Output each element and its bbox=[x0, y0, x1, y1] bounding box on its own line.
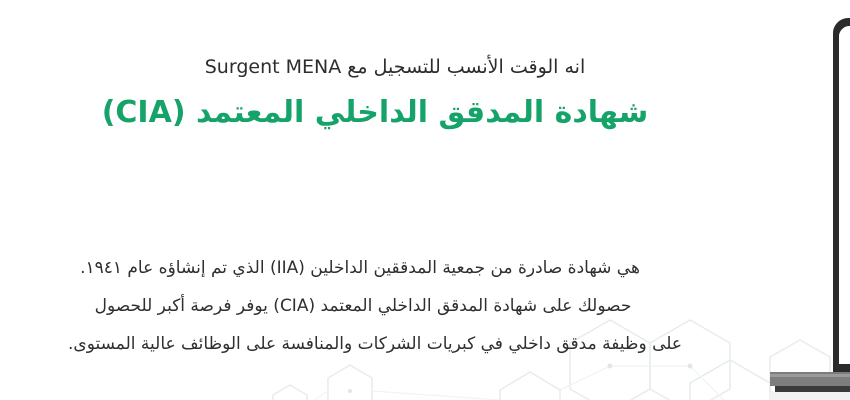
hero-subtitle: انه الوقت الأنسب للتسجيل مع Surgent MENA bbox=[204, 56, 586, 78]
hero-title: شهادة المدقق الداخلي المعتمد (CIA) bbox=[101, 95, 649, 130]
description-line: حصولك على شهادة المدقق الداخلي المعتمد (CIA) يوفر فرصة أكبر للحصول bbox=[94, 296, 632, 316]
description-line: هي شهادة صادرة من جمعية المدققين الداخلين (IIA) الذي تم إنشاؤه عام ١٩٤١. bbox=[80, 258, 640, 278]
certificate-description bbox=[10, 248, 740, 362]
laptop-icon bbox=[770, 12, 850, 400]
description-line: على وظيفة مدقق داخلي في كبريات الشركات والمنافسة على الوظائف عالية المستوى. bbox=[67, 334, 683, 354]
